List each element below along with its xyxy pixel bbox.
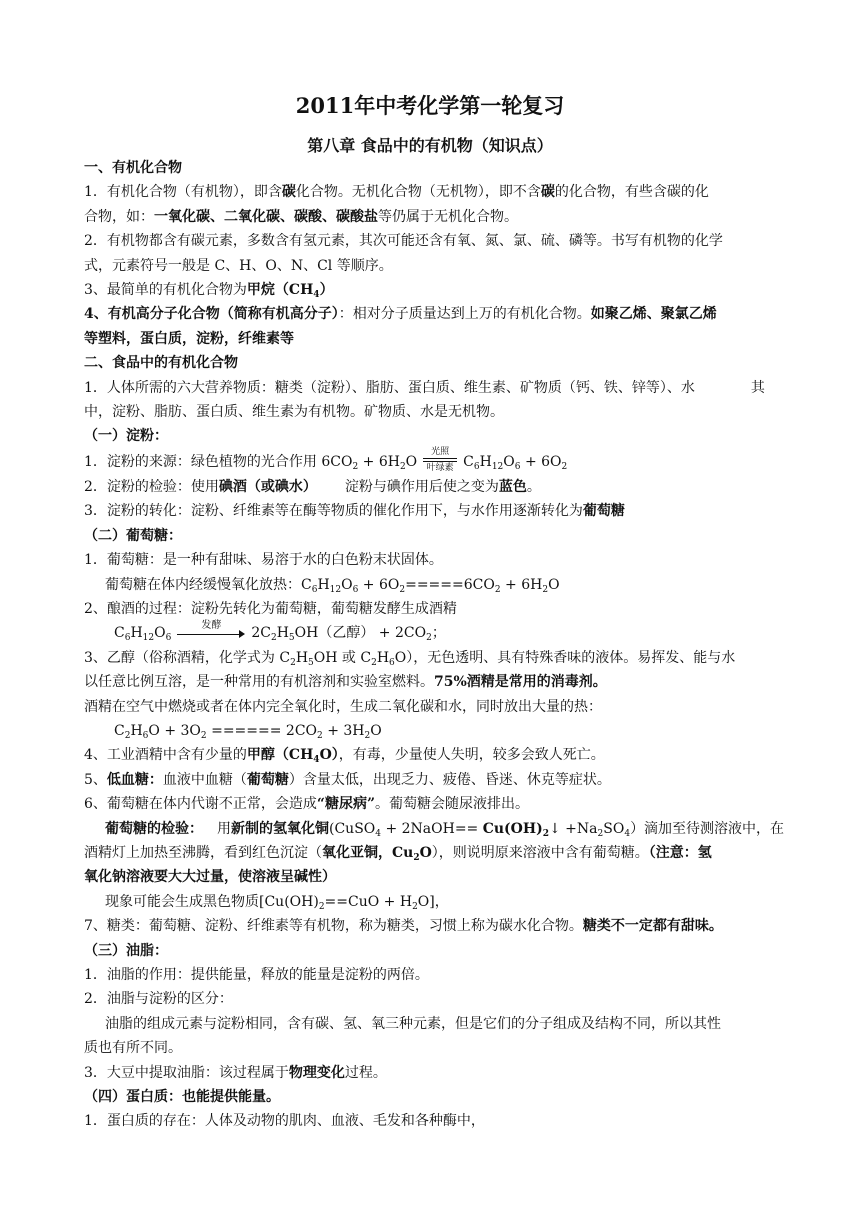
subsection-heading: （二）葡萄糖： — [84, 527, 182, 544]
document-title: 2011年中考化学第一轮复习 — [295, 93, 565, 118]
equation-line: 葡萄糖在体内经缓慢氧化放热：$C_6H_{12}O_6 + 6O_2=====6CO_2 + 6H_2O$ — [105, 576, 560, 595]
paragraph-line: 氧化钠溶液要大大过量，使溶液呈碱性） — [84, 869, 336, 886]
equation-line: 1．淀粉的来源：绿色植物的光合作用 $6CO_2 + 6H_2O$ 光照 叶绿素 $C_6H_{12}O_6 + 6O_2$ — [84, 446, 568, 473]
paragraph-line: 2．淀粉的检验：使用碘酒（或碘水） 淀粉与碘作用后使之变为蓝色。 — [84, 478, 541, 495]
paragraph-line: 2．有机物都含有碳元素，多数含有氢元素，其次可能还含有氧、氮、氯、硫、磷等。书写有机物的化学 — [84, 233, 723, 250]
paragraph-line: 等塑料，蛋白质，淀粉，纤维素等 — [84, 330, 294, 347]
paragraph-line: 1．油脂的作用：提供能量，释放的能量是淀粉的两倍。 — [84, 967, 429, 983]
photosynthesis-condition: 光照 叶绿素 — [423, 447, 457, 473]
section-heading: 二、食品中的有机化合物 — [84, 355, 238, 372]
section-heading: 一、有机化合物 — [84, 160, 182, 176]
paragraph-line: 5、低血糖：血液中血糖（葡萄糖）含量太低，出现乏力、疲倦、昏迷、休克等症状。 — [84, 771, 611, 788]
paragraph-line: 中，淀粉、脂肪、蛋白质、维生素为有机物。矿物质、水是无机物。 — [84, 404, 504, 421]
chapter-title: 第八章 食品中的有机物（知识点） — [307, 136, 553, 155]
equation-line: $C_2H_6O + 3O_2$ ====== $2CO_2 + 3H_2O$ — [114, 722, 382, 741]
subsection-heading: （三）油脂： — [84, 942, 168, 959]
paragraph-line: 1．人体所需的六大营养物质：糖类（淀粉）、脂肪、蛋白质、维生素、矿物质（钙、铁、锌等）、水 其 — [84, 379, 765, 396]
reaction-arrow: 发酵 — [177, 626, 245, 640]
paragraph-line: 6、葡萄糖在体内代谢不正常，会造成“糖尿病”。葡萄糖会随尿液排出。 — [84, 796, 530, 813]
paragraph-line: 油脂的组成元素与淀粉相同，含有碳、氢、氧三种元素，但是它们的分子组成及结构不同，所以其性 — [105, 1015, 721, 1032]
paragraph-line: 以任意比例互溶，是一种常用的有机溶剂和实验室燃料。75%酒精是常用的消毒剂。 — [84, 674, 607, 691]
paragraph-line: 合物，如：一氧化碳、二氧化碳、碳酸、碳酸盐等仍属于无机化合物。 — [84, 208, 518, 225]
paragraph-line: 酒精灯上加热至沸腾，看到红色沉淀（氧化亚铜，$Cu_2O$），则说明原来溶液中含有葡萄糖。（注意：氢 — [84, 844, 712, 863]
paragraph-line: 3、最简单的有机化合物为甲烷$(CH_4)$ — [84, 282, 334, 301]
paragraph-line: 4、有机高分子化合物（简称有机高分子）：相对分子质量达到上万的有机化合物。如聚乙烯、聚氯乙烯 — [84, 306, 717, 323]
paragraph-line: 4、工业酒精中含有少量的甲醇$(CH_4O)$，有毒，少量使人失明，较多会致人死亡。 — [84, 747, 605, 766]
paragraph-line: 3．大豆中提取油脂：该过程属于物理变化过程。 — [84, 1064, 387, 1081]
paragraph-line: 葡萄糖的检验： 用新制的氢氧化铜(CuSO$_4$ + 2NaOH== $Cu(OH)_2↓ +Na_2SO_4$）滴加至待测溶液中，在 — [105, 820, 785, 839]
paragraph-line: 2．油脂与淀粉的区分： — [84, 991, 233, 1008]
paragraph-line: 7、糖类：葡萄糖、淀粉、纤维素等有机物，称为糖类，习惯上称为碳水化合物。糖类不一定都有甜味。 — [84, 918, 723, 935]
equation-line: $C_6H_{12}O_6$ 发酵 $2C_2H_5OH$（乙醇） + $2CO_2$； — [114, 620, 446, 644]
paragraph-line: 3．淀粉的转化：淀粉、纤维素等在酶等物质的催化作用下，与水作用逐渐转化为葡萄糖 — [84, 503, 625, 520]
paragraph-line: 现象可能会生成黑色物质$[Cu(OH)_2==CuO + H_2O]$， — [105, 893, 449, 912]
paragraph-line: 质也有所不同。 — [84, 1040, 182, 1057]
paragraph-line: 酒精在空气中燃烧或者在体内完全氧化时，生成二氧化碳和水，同时放出大量的热： — [84, 698, 602, 715]
paragraph-line: 1．葡萄糖：是一种有甜味、易溶于水的白色粉末状固体。 — [84, 552, 443, 569]
paragraph-line: 1．有机化合物（有机物），即含碳化合物。无机化合物（无机物），即不含碳的化合物，有些含碳的化 — [84, 184, 709, 201]
document-body — [84, 156, 785, 1134]
paragraph-line: 2、酿酒的过程：淀粉先转化为葡萄糖，葡萄糖发酵生成酒精 — [84, 600, 457, 617]
subsection-heading: （一）淀粉： — [84, 428, 168, 445]
paragraph-line: 3、乙醇（俗称酒精，化学式为 $C_2H_5OH$ 或 $C_2H_6O$），无色透明、具有特殊香味的液体。易挥发、能与水 — [84, 649, 736, 668]
paragraph-line: 式，元素符号一般是 C、H、O、N、Cl 等顺序。 — [84, 257, 393, 274]
subsection-heading: （四）蛋白质：也能提供能量。 — [84, 1089, 280, 1106]
paragraph-line: 1．蛋白质的存在：人体及动物的肌肉、血液、毛发和各种酶中， — [84, 1113, 485, 1130]
